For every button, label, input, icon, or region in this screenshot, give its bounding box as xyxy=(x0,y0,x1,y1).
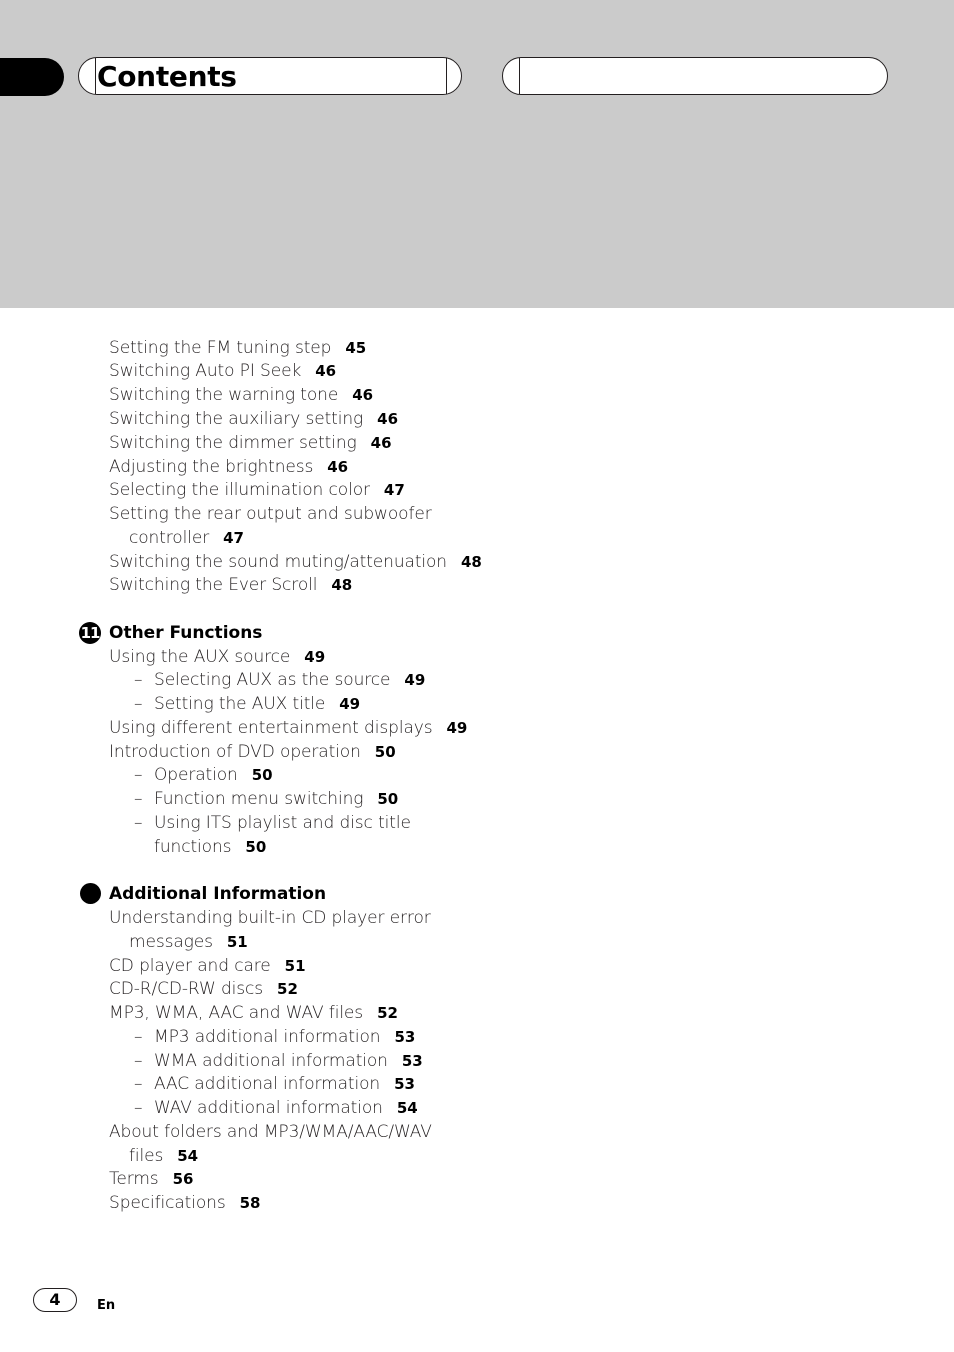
title-box-left-rule xyxy=(95,58,96,94)
toc-subentry[interactable]: – WAV additional information 54 xyxy=(134,1098,418,1118)
toc-subentry[interactable]: – Using ITS playlist and disc title xyxy=(134,813,411,833)
page-number: 4 xyxy=(33,1288,77,1312)
toc-subentry[interactable]: – Function menu switching 50 xyxy=(134,789,399,809)
toc-entry[interactable]: Switching the warning tone 46 xyxy=(109,385,374,405)
title-box-right-rule xyxy=(446,58,447,94)
toc-entry[interactable]: Introduction of DVD operation 50 xyxy=(109,742,396,762)
section-title[interactable]: Other Functions xyxy=(109,623,263,643)
section-tab-marker xyxy=(0,58,64,96)
toc-entry[interactable]: Specifications 58 xyxy=(109,1193,261,1213)
toc-entry[interactable]: CD player and care 51 xyxy=(109,956,306,976)
toc-subentry[interactable]: – MP3 additional information 53 xyxy=(134,1027,416,1047)
toc-entry[interactable]: Using the AUX source 49 xyxy=(109,647,326,667)
title-box xyxy=(78,57,462,95)
toc-entry[interactable]: About folders and MP3/WMA/AAC/WAV xyxy=(109,1122,432,1142)
toc-entry[interactable]: MP3, WMA, AAC and WAV files 52 xyxy=(109,1003,398,1023)
toc-subentry[interactable]: – Operation 50 xyxy=(134,765,273,785)
toc-entry[interactable]: Using different entertainment displays 49 xyxy=(109,718,468,738)
toc-entry-continuation[interactable]: files 54 xyxy=(129,1146,199,1166)
toc-entry[interactable]: Setting the rear output and subwoofer xyxy=(109,504,432,524)
section-label-box-rule xyxy=(519,58,520,94)
header-band xyxy=(0,0,954,308)
toc-subentry[interactable]: – WMA additional information 53 xyxy=(134,1051,423,1071)
toc-entry[interactable]: Adjusting the brightness 46 xyxy=(109,457,349,477)
toc-entry-continuation[interactable]: controller 47 xyxy=(129,528,244,548)
toc-entry[interactable]: Switching the Ever Scroll 48 xyxy=(109,575,353,595)
toc-entry[interactable]: Terms 56 xyxy=(109,1169,194,1189)
language-code: En xyxy=(97,1298,116,1313)
section-bullet xyxy=(80,883,101,904)
toc-subentry[interactable]: – Selecting AUX as the source 49 xyxy=(134,670,426,690)
toc-entry[interactable]: Understanding built-in CD player error xyxy=(109,908,431,928)
page-title: Contents xyxy=(97,60,237,93)
toc-entry[interactable]: Switching the dimmer setting 46 xyxy=(109,433,392,453)
toc-entry[interactable]: Setting the FM tuning step 45 xyxy=(109,338,367,358)
section-title[interactable]: Additional Information xyxy=(109,884,327,904)
section-label-box xyxy=(502,57,888,95)
toc-subentry[interactable]: – Setting the AUX title 49 xyxy=(134,694,361,714)
toc-subentry[interactable]: – AAC additional information 53 xyxy=(134,1074,415,1094)
section-number-badge: 11 xyxy=(80,624,100,642)
toc-entry[interactable]: Selecting the illumination color 47 xyxy=(109,480,405,500)
toc-entry[interactable]: Switching Auto PI Seek 46 xyxy=(109,361,337,381)
toc-entry[interactable]: Switching the sound muting/attenuation 48 xyxy=(109,552,482,572)
toc-entry-continuation[interactable]: messages 51 xyxy=(129,932,248,952)
toc-entry[interactable]: Switching the auxiliary setting 46 xyxy=(109,409,399,429)
toc-entry[interactable]: CD-R/CD-RW discs 52 xyxy=(109,979,298,999)
toc-entry-continuation[interactable]: functions 50 xyxy=(154,837,267,857)
